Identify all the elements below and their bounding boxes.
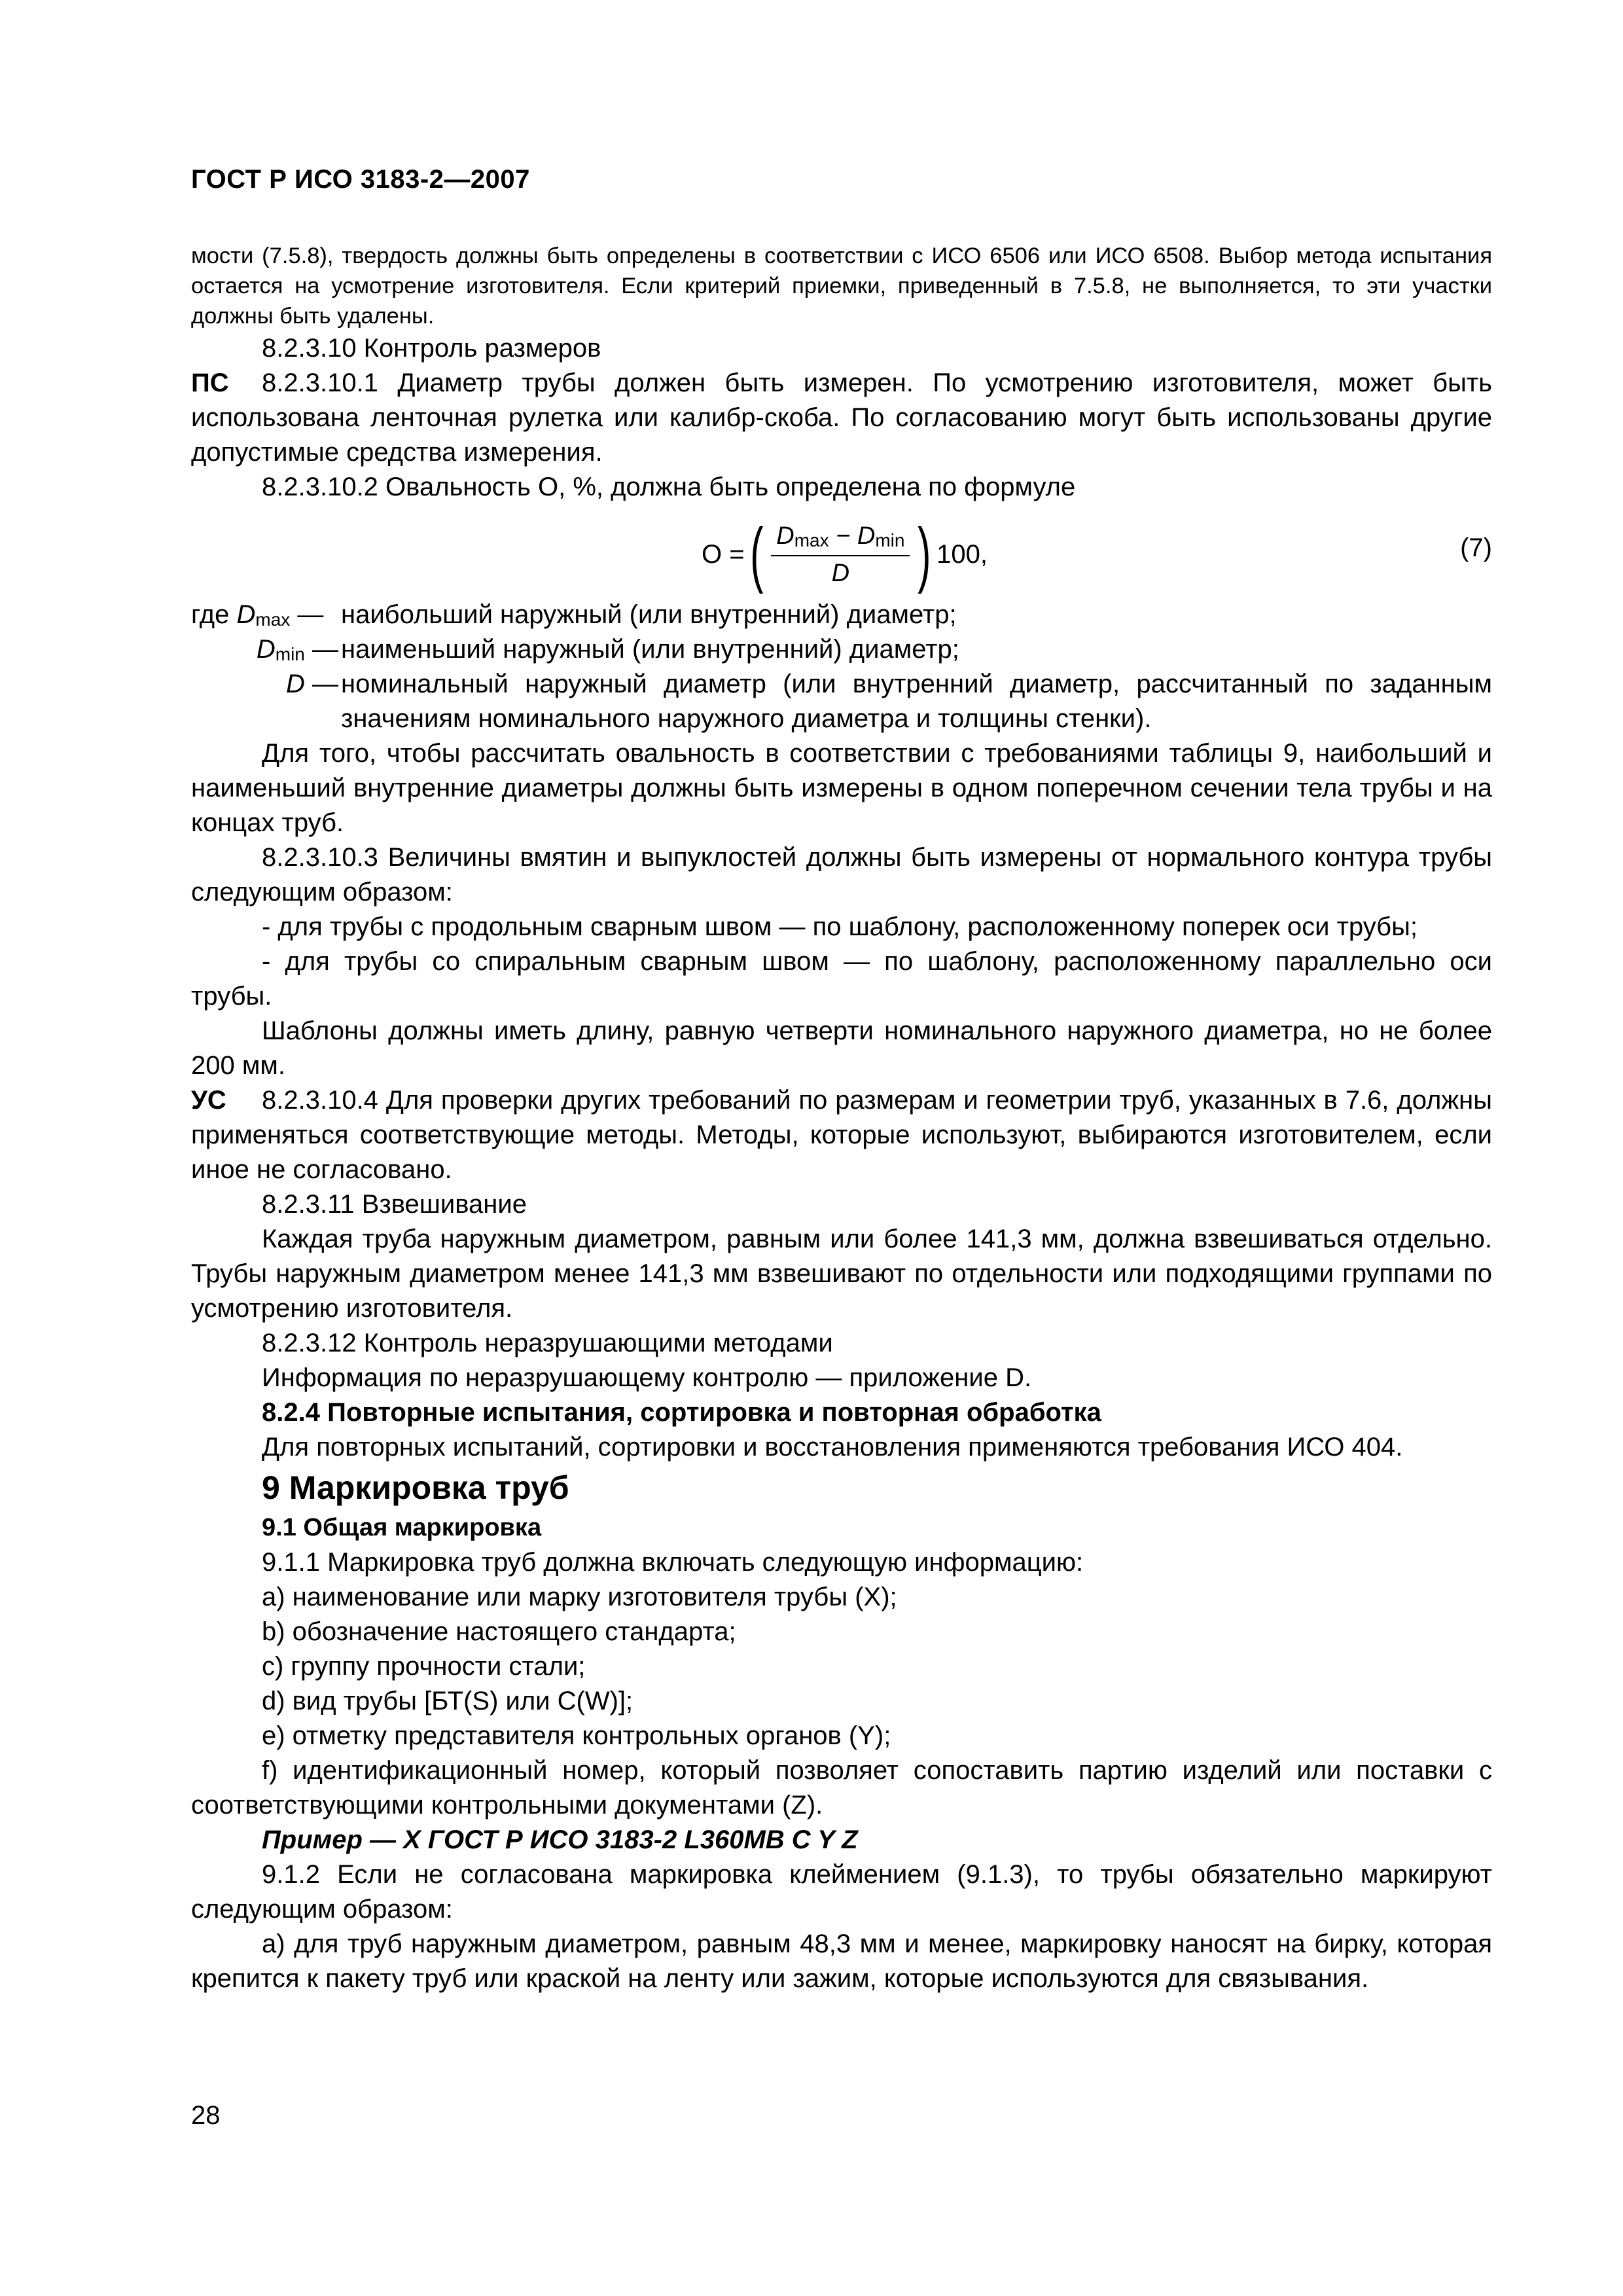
definition-text: наименьший наружный (или внутренний) диаметр; (341, 635, 959, 664)
marker-ps: ПС (191, 368, 229, 397)
section-9-1-title: 9.1 Общая маркировка (262, 1514, 542, 1541)
list-item: - для трубы с продольным сварным швом — по шаблону, расположенному поперек оси трубы; (262, 912, 1418, 941)
ovality-formula (191, 511, 1492, 598)
paragraph-8-2-3-10-2: 8.2.3.10.2 Овальность О, %, должна быть определена по формуле (262, 473, 1076, 501)
definition-label: Dmin — (256, 635, 338, 664)
formula-tail: 100, (936, 539, 988, 569)
definition-text: наибольший наружный (или внутренний) диаметр; (341, 600, 957, 629)
section-8-2-3-11-text: Каждая труба наружным диаметром, равным или более 141,3 мм, должна взвешиваться отдельно. Трубы наружным диаметром менее 141,3 мм взвешивают по отдельности или подходящими группами по усмотрению изготовителя. (191, 1225, 1492, 1323)
list-item: f) идентификационный номер, который позволяет сопоставить партию изделий или поставки с соответствующими контрольными документами (Z). (191, 1756, 1492, 1820)
list-item: - для трубы со спиральным сварным швом — по шаблону, расположенному параллельно оси трубы. (191, 947, 1492, 1011)
list-item: b) обозначение настоящего стандарта; (262, 1617, 736, 1646)
definition-d (191, 667, 1492, 736)
list-item: c) группу прочности стали; (262, 1652, 586, 1681)
formula-number: (7) (1460, 533, 1492, 562)
page-body (191, 241, 1492, 1996)
paragraph-8-2-3-10-4-text: 8.2.3.10.4 Для проверки других требований по размерам и геометрии труб, указанных в 7.6, должны применяться соответствующие методы. Методы, которые используют, выбираются изготовителем, если иное не согласовано. (191, 1086, 1492, 1184)
ovality-note: Для того, чтобы рассчитать овальность в соответствии с требованиями таблицы 9, наибольший и наименьший внутренние диаметры должны быть измерены в одном поперечном сечении тела трубы и на концах труб. (191, 739, 1492, 837)
section-8-2-4-title: 8.2.4 Повторные испытания, сортировка и повторная обработка (262, 1398, 1101, 1427)
page-number: 28 (191, 2101, 221, 2130)
formula-numerator: Dmax − Dmin (771, 522, 910, 556)
definition-text: номинальный наружный диаметр (или внутренний диаметр, рассчитанный по заданным значениям номинального наружного диаметра и толщины стенки). (341, 670, 1492, 733)
formula-lhs: О = (702, 539, 745, 569)
intro-paragraph: мости (7.5.8), твердость должны быть определены в соответствии с ИСО 6506 или ИСО 6508. Выбор метода испытания остается на усмотрение изготовителя. Если критерий приемки, приведенный в 7.5.8, не выполняется, то эти участки должны быть удалены. (191, 243, 1492, 329)
templates-note: Шаблоны должны иметь длину, равную четверти номинального наружного диаметра, но не более 200 мм. (191, 1016, 1492, 1080)
formula-fraction (771, 522, 910, 588)
list-item: e) отметку представителя контрольных органов (Y); (262, 1721, 891, 1750)
definition-label: где Dmax — (191, 600, 324, 630)
document-header: ГОСТ Р ИСО 3183-2—2007 (191, 165, 530, 194)
definition-dmin (191, 632, 1492, 667)
marker-us: УС (191, 1086, 226, 1115)
formula-right-paren: ) (918, 514, 931, 594)
formula-expression (702, 516, 988, 592)
paragraph-8-2-3-10-1 (191, 366, 1492, 470)
formula-left-paren: ( (749, 514, 763, 594)
paragraph-8-2-3-10-3: 8.2.3.10.3 Величины вмятин и выпуклостей должны быть измерены от нормального контура трубы следующим образом: (191, 843, 1492, 906)
paragraph-9-1-2-a: а) для труб наружным диаметром, равным 48,3 мм и менее, маркировку наносят на бирку, которая крепится к пакету труб или краской на ленту или зажим, которые используются для связывания. (191, 1929, 1492, 1993)
section-8-2-3-11-title: 8.2.3.11 Взвешивание (262, 1190, 527, 1219)
section-8-2-3-12-text: Информация по неразрушающему контролю — приложение D. (262, 1363, 1032, 1392)
paragraph-9-1-1: 9.1.1 Маркировка труб должна включать следующую информацию: (262, 1548, 1084, 1577)
paragraph-8-2-3-10-4 (191, 1083, 1492, 1187)
list-item: d) вид трубы [БТ(S) или С(W)]; (262, 1687, 633, 1715)
paragraph-9-1-2: 9.1.2 Если не согласована маркировка клеймением (9.1.3), то трубы обязательно маркируют следующим образом: (191, 1860, 1492, 1924)
paragraph-8-2-3-10-1-text: 8.2.3.10.1 Диаметр трубы должен быть измерен. По усмотрению изготовителя, может быть использована ленточная рулетка или калибр-скоба. По согласованию могут быть использованы другие допустимые средства измерения. (191, 368, 1492, 467)
section-9-title: 9 Маркировка труб (262, 1469, 569, 1506)
formula-denominator: D (831, 559, 850, 587)
section-8-2-4-text: Для повторных испытаний, сортировки и восстановления применяются требования ИСО 404. (262, 1433, 1403, 1462)
definition-dmax (191, 598, 1492, 632)
section-8-2-3-10-title: 8.2.3.10 Контроль размеров (262, 334, 601, 363)
section-8-2-3-12-title: 8.2.3.12 Контроль неразрушающими методами (262, 1329, 833, 1357)
list-item: a) наименование или марку изготовителя трубы (X); (262, 1583, 897, 1611)
definition-label: D — (285, 670, 338, 698)
marking-example: Пример — X ГОСТ Р ИСО 3183-2 L360MB C Y Z (262, 1825, 858, 1854)
